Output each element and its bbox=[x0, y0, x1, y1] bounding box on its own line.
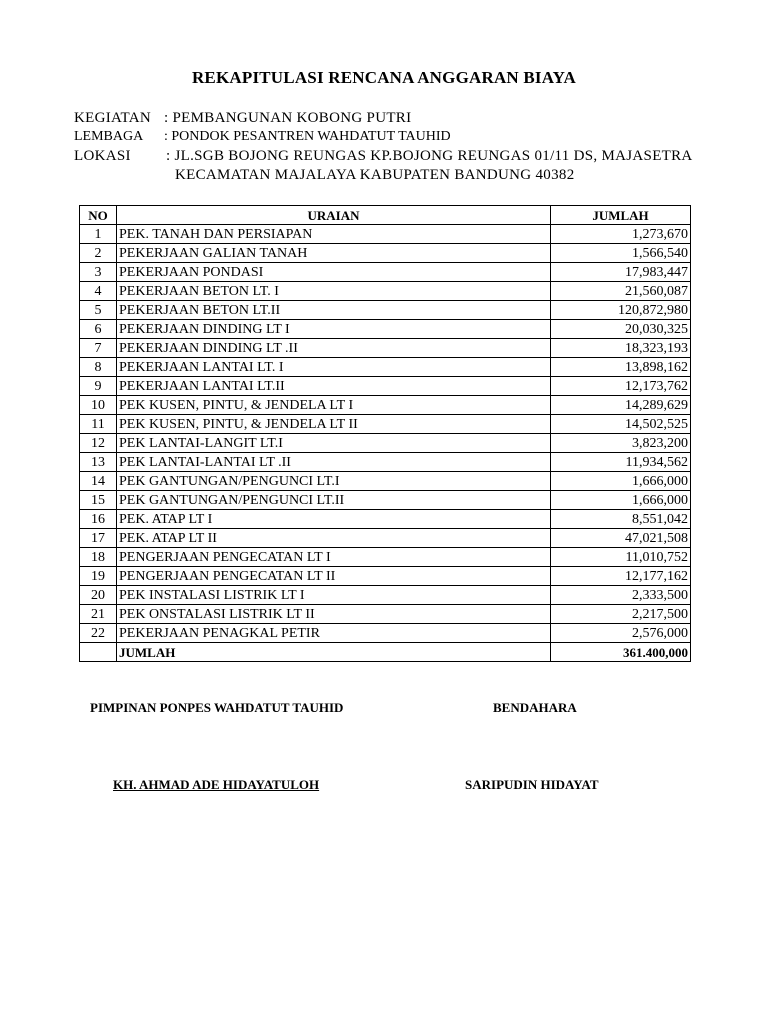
row-uraian: PEK LANTAI-LANTAI LT .II bbox=[117, 453, 551, 472]
row-no: 10 bbox=[80, 396, 117, 415]
row-jumlah: 8,551,042 bbox=[551, 510, 691, 529]
table-row bbox=[80, 510, 691, 529]
row-jumlah: 120,872,980 bbox=[551, 301, 691, 320]
row-jumlah: 2,217,500 bbox=[551, 605, 691, 624]
header-jumlah: JUMLAH bbox=[551, 206, 691, 225]
row-no: 13 bbox=[80, 453, 117, 472]
row-jumlah: 1,273,670 bbox=[551, 225, 691, 244]
total-no-cell bbox=[80, 643, 117, 662]
row-uraian: PEK KUSEN, PINTU, & JENDELA LT II bbox=[117, 415, 551, 434]
table-row bbox=[80, 301, 691, 320]
row-no: 16 bbox=[80, 510, 117, 529]
row-uraian: PENGERJAAN PENGECATAN LT II bbox=[117, 567, 551, 586]
row-uraian: PEK KUSEN, PINTU, & JENDELA LT I bbox=[117, 396, 551, 415]
document-title: REKAPITULASI RENCANA ANGGARAN BIAYA bbox=[191, 68, 577, 87]
table-row bbox=[80, 339, 691, 358]
row-jumlah: 14,502,525 bbox=[551, 415, 691, 434]
row-no: 1 bbox=[80, 225, 117, 244]
table-row bbox=[80, 529, 691, 548]
table-row bbox=[80, 453, 691, 472]
signature-right-name: SARIPUDIN HIDAYAT bbox=[465, 777, 599, 792]
row-uraian: PEKERJAAN GALIAN TANAH bbox=[117, 244, 551, 263]
table-row bbox=[80, 263, 691, 282]
row-uraian: PEK ONSTALASI LISTRIK LT II bbox=[117, 605, 551, 624]
table-row bbox=[80, 472, 691, 491]
row-jumlah: 11,010,752 bbox=[551, 548, 691, 567]
row-no: 9 bbox=[80, 377, 117, 396]
table-row bbox=[80, 586, 691, 605]
row-jumlah: 12,173,762 bbox=[551, 377, 691, 396]
table-row bbox=[80, 320, 691, 339]
header-uraian: URAIAN bbox=[117, 206, 551, 225]
row-uraian: PEK. TANAH DAN PERSIAPAN bbox=[117, 225, 551, 244]
lokasi-value-line1: : JL.SGB BOJONG REUNGAS KP.BOJONG REUNGAS 01/11 DS, MAJASETRA bbox=[166, 148, 693, 164]
row-no: 4 bbox=[80, 282, 117, 301]
row-no: 6 bbox=[80, 320, 117, 339]
header-no: NO bbox=[80, 206, 117, 225]
table-row bbox=[80, 225, 691, 244]
table-row bbox=[80, 244, 691, 263]
lokasi-label: LOKASI bbox=[74, 148, 131, 164]
row-no: 15 bbox=[80, 491, 117, 510]
table-row bbox=[80, 548, 691, 567]
row-jumlah: 18,323,193 bbox=[551, 339, 691, 358]
row-uraian: PEKERJAAN BETON LT. I bbox=[117, 282, 551, 301]
row-no: 3 bbox=[80, 263, 117, 282]
row-no: 11 bbox=[80, 415, 117, 434]
row-jumlah: 3,823,200 bbox=[551, 434, 691, 453]
table-row bbox=[80, 377, 691, 396]
row-uraian: PEK LANTAI-LANGIT LT.I bbox=[117, 434, 551, 453]
table-row bbox=[80, 624, 691, 643]
row-uraian: PEKERJAAN PENAGKAL PETIR bbox=[117, 624, 551, 643]
row-jumlah: 21,560,087 bbox=[551, 282, 691, 301]
signature-left-name: KH. AHMAD ADE HIDAYATULOH bbox=[113, 777, 320, 792]
row-uraian: PEK. ATAP LT I bbox=[117, 510, 551, 529]
table-row bbox=[80, 415, 691, 434]
row-uraian: PEK. ATAP LT II bbox=[117, 529, 551, 548]
row-jumlah: 17,983,447 bbox=[551, 263, 691, 282]
row-jumlah: 1,566,540 bbox=[551, 244, 691, 263]
row-uraian: PEKERJAAN PONDASI bbox=[117, 263, 551, 282]
row-no: 5 bbox=[80, 301, 117, 320]
table-header-row bbox=[80, 206, 691, 225]
row-jumlah: 47,021,508 bbox=[551, 529, 691, 548]
budget-table bbox=[79, 205, 691, 662]
row-uraian: PEK GANTUNGAN/PENGUNCI LT.II bbox=[117, 491, 551, 510]
table-row bbox=[80, 434, 691, 453]
row-uraian: PEKERJAAN LANTAI LT.II bbox=[117, 377, 551, 396]
row-uraian: PEKERJAAN BETON LT.II bbox=[117, 301, 551, 320]
table-row bbox=[80, 567, 691, 586]
row-no: 8 bbox=[80, 358, 117, 377]
row-uraian: PEK GANTUNGAN/PENGUNCI LT.I bbox=[117, 472, 551, 491]
signature-left-title: PIMPINAN PONPES WAHDATUT TAUHID bbox=[90, 700, 344, 715]
total-label: JUMLAH bbox=[117, 643, 551, 662]
row-no: 12 bbox=[80, 434, 117, 453]
row-uraian: PEKERJAAN DINDING LT .II bbox=[117, 339, 551, 358]
kegiatan-value: : PEMBANGUNAN KOBONG PUTRI bbox=[164, 110, 412, 126]
row-jumlah: 11,934,562 bbox=[551, 453, 691, 472]
row-jumlah: 14,289,629 bbox=[551, 396, 691, 415]
row-no: 7 bbox=[80, 339, 117, 358]
row-no: 20 bbox=[80, 586, 117, 605]
table-row bbox=[80, 396, 691, 415]
lokasi-value-line2: KECAMATAN MAJALAYA KABUPATEN BANDUNG 40382 bbox=[175, 167, 575, 183]
table-total-row bbox=[80, 643, 691, 662]
row-no: 22 bbox=[80, 624, 117, 643]
table-row bbox=[80, 358, 691, 377]
row-jumlah: 2,333,500 bbox=[551, 586, 691, 605]
total-value: 361.400,000 bbox=[551, 643, 691, 662]
row-no: 19 bbox=[80, 567, 117, 586]
row-jumlah: 12,177,162 bbox=[551, 567, 691, 586]
signature-right-title: BENDAHARA bbox=[493, 700, 577, 715]
lembaga-value: : PONDOK PESANTREN WAHDATUT TAUHID bbox=[164, 129, 451, 144]
row-uraian: PENGERJAAN PENGECATAN LT I bbox=[117, 548, 551, 567]
row-jumlah: 1,666,000 bbox=[551, 472, 691, 491]
table-row bbox=[80, 605, 691, 624]
row-no: 2 bbox=[80, 244, 117, 263]
kegiatan-label: KEGIATAN bbox=[74, 110, 152, 126]
row-uraian: PEK INSTALASI LISTRIK LT I bbox=[117, 586, 551, 605]
row-uraian: PEKERJAAN DINDING LT I bbox=[117, 320, 551, 339]
row-no: 21 bbox=[80, 605, 117, 624]
row-jumlah: 1,666,000 bbox=[551, 491, 691, 510]
row-jumlah: 13,898,162 bbox=[551, 358, 691, 377]
row-no: 18 bbox=[80, 548, 117, 567]
table-row bbox=[80, 491, 691, 510]
row-jumlah: 2,576,000 bbox=[551, 624, 691, 643]
row-no: 14 bbox=[80, 472, 117, 491]
table-row bbox=[80, 282, 691, 301]
lembaga-label: LEMBAGA bbox=[74, 129, 144, 144]
row-jumlah: 20,030,325 bbox=[551, 320, 691, 339]
row-no: 17 bbox=[80, 529, 117, 548]
row-uraian: PEKERJAAN LANTAI LT. I bbox=[117, 358, 551, 377]
